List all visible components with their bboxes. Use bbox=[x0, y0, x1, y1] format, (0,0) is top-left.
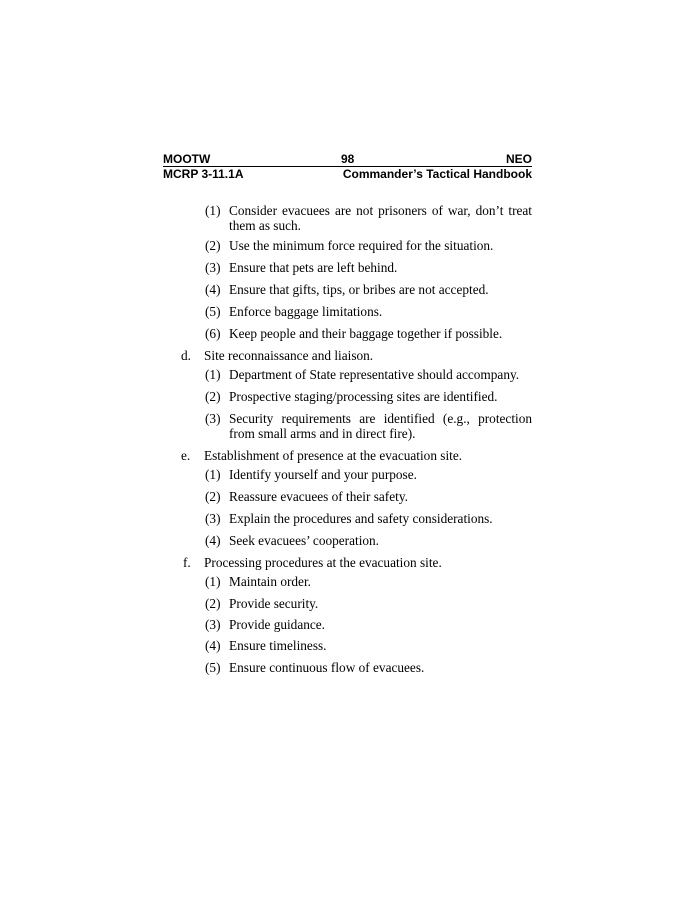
section-letter: e. bbox=[181, 448, 191, 463]
list-item-text: Keep people and their baggage together if possible. bbox=[229, 326, 503, 341]
list-item-continuation: from small arms and in direct fire). bbox=[229, 426, 416, 441]
item-number: (2) bbox=[205, 238, 221, 253]
list-item-text: Department of State representative should accompany. bbox=[229, 367, 520, 382]
list-item-text: Provide security. bbox=[229, 596, 319, 611]
list-item-text: Ensure that gifts, tips, or bribes are not accepted. bbox=[229, 282, 489, 297]
header-row-top bbox=[163, 152, 532, 167]
item-number: (5) bbox=[205, 304, 221, 319]
item-number: (4) bbox=[205, 638, 221, 653]
list-item-text: Ensure timeliness. bbox=[229, 638, 327, 653]
item-number: (3) bbox=[205, 260, 221, 275]
list-item-text: Identify yourself and your purpose. bbox=[229, 467, 417, 482]
header-topic: NEO bbox=[505, 152, 532, 166]
list-item-text: Ensure continuous flow of evacuees. bbox=[229, 660, 425, 675]
item-number: (4) bbox=[205, 533, 221, 548]
item-number: (3) bbox=[205, 411, 221, 426]
list-item-text: Consider evacuees are not prisoners of war, don’t treat bbox=[229, 203, 532, 218]
list-item-text: Ensure that pets are left behind. bbox=[229, 260, 398, 275]
item-number: (2) bbox=[205, 389, 221, 404]
item-number: (6) bbox=[205, 326, 221, 341]
list-item-text: Prospective staging/processing sites are identified. bbox=[229, 389, 498, 404]
publication-title: Commander’s Tactical Handbook bbox=[342, 167, 532, 181]
item-number: (2) bbox=[205, 489, 221, 504]
page-number: 98 bbox=[341, 152, 355, 166]
header-chapter: MOOTW bbox=[163, 152, 211, 166]
section-title: Site reconnaissance and liaison. bbox=[204, 348, 374, 363]
item-number: (1) bbox=[205, 203, 221, 218]
list-item-text: Use the minimum force required for the situation. bbox=[229, 238, 494, 253]
list-item-text: Explain the procedures and safety considerations. bbox=[229, 511, 493, 526]
item-number: (1) bbox=[205, 467, 221, 482]
header-row-bottom bbox=[163, 167, 532, 181]
section-letter: f. bbox=[183, 555, 191, 570]
item-number: (4) bbox=[205, 282, 221, 297]
section-letter: d. bbox=[181, 348, 191, 363]
section-title: Processing procedures at the evacuation site. bbox=[204, 555, 442, 570]
list-item-text: Provide guidance. bbox=[229, 617, 326, 632]
publication-number: MCRP 3-11.1A bbox=[163, 167, 244, 181]
section-title: Establishment of presence at the evacuation site. bbox=[204, 448, 463, 463]
item-number: (2) bbox=[205, 596, 221, 611]
item-number: (1) bbox=[205, 574, 221, 589]
list-item-text: Security requirements are identified (e.g., protection bbox=[229, 411, 532, 426]
item-number: (1) bbox=[205, 367, 221, 382]
list-item-continuation: them as such. bbox=[229, 218, 302, 233]
list-item-text: Reassure evacuees of their safety. bbox=[229, 489, 408, 504]
list-item-text: Maintain order. bbox=[229, 574, 311, 589]
item-number: (3) bbox=[205, 511, 221, 526]
list-item-text: Seek evacuees’ cooperation. bbox=[229, 533, 380, 548]
item-number: (3) bbox=[205, 617, 221, 632]
item-number: (5) bbox=[205, 660, 221, 675]
list-item-text: Enforce baggage limitations. bbox=[229, 304, 383, 319]
